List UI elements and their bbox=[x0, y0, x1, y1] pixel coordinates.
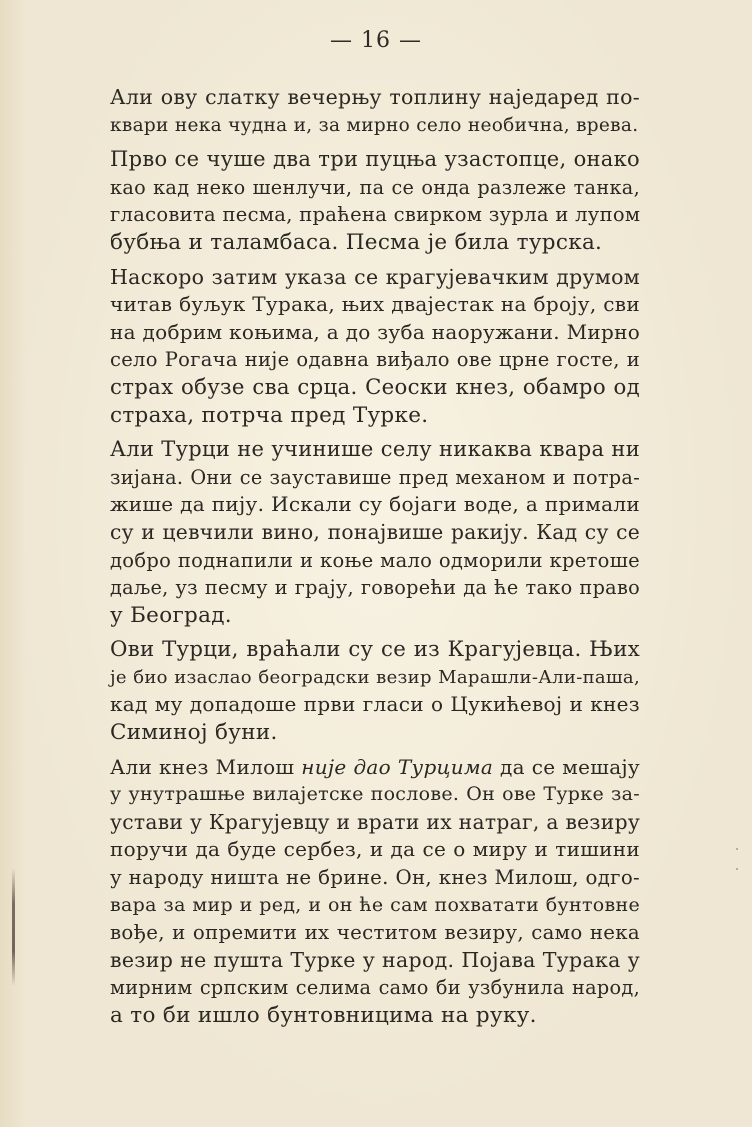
text-line: Ови Турци, враћали су се из Крагујевца. Њих bbox=[110, 637, 640, 663]
page-number: — 16 — bbox=[330, 28, 422, 53]
body-text bbox=[110, 84, 640, 1037]
text-line: страха, потрча пред Турке. bbox=[110, 402, 429, 428]
paragraph bbox=[110, 264, 640, 430]
paper-speck bbox=[736, 868, 738, 870]
paragraph bbox=[110, 754, 640, 1030]
text-line: у унутрашње вилајетске послове. Он ове Турке за- bbox=[110, 783, 640, 806]
text-line: зијана. Они се зауставише пред механом и потра- bbox=[110, 465, 640, 489]
text-line: Симиној буни. bbox=[110, 720, 278, 746]
paper-speck bbox=[736, 848, 738, 850]
text-line: село Рогача није одавна виђало ове црне госте, и bbox=[110, 348, 640, 372]
text-line: добро поднапили и коње мало одморили кретоше bbox=[110, 548, 640, 572]
text-line: вара за мир и ред, и он ће сам похватати бунтовне bbox=[110, 893, 640, 916]
text-line: Наскоро затим указа се крагујевачким друмом bbox=[110, 264, 640, 289]
text-line: на добрим коњима, а до зуба наоружани. Мирно bbox=[110, 319, 641, 344]
text-line: су и цевчили вино, понајвише ракију. Кад су се bbox=[110, 519, 640, 544]
margin-ink-mark bbox=[12, 868, 15, 986]
text-line: даље, уз песму и грају, говорећи да ће тако право bbox=[110, 576, 640, 600]
text-line: читав буљук Турака, њих двајестак на броју, сви bbox=[110, 292, 640, 317]
text-line: Прво се чуше два три пуцња узастопце, онако bbox=[110, 147, 640, 172]
text-line: страх обузе сва срца. Сеоски кнез, обамро од bbox=[110, 374, 640, 400]
paragraph bbox=[110, 436, 640, 629]
text-line: жише да пију. Искали су бојаги воде, а примали bbox=[110, 492, 640, 517]
paragraph bbox=[110, 636, 640, 746]
text-line: као кад неко шенлучи, па се онда разлеже танка, bbox=[110, 175, 640, 199]
text-line: Али ову слатку вечерњу топлину наједаред по- bbox=[110, 85, 640, 109]
text-line: кад му допадоше први гласи о Цукићевој и кнез bbox=[110, 692, 640, 717]
text-line: Али Турци не учинише селу никаква квара ни bbox=[110, 437, 640, 462]
text-line: бубња и таламбаса. Песма је била турска. bbox=[110, 229, 603, 255]
paragraph bbox=[110, 146, 640, 256]
text-line: поручи да буде сербез, и да се о миру и тишини bbox=[110, 837, 640, 862]
italic-phrase: није дао Турцима bbox=[301, 754, 494, 779]
text-line: везир не пушта Турке у народ. Појава Турака у bbox=[110, 947, 640, 972]
text-line: устави у Крагујевцу и врати их натраг, а везиру bbox=[110, 809, 641, 834]
text-line-with-italic: Али кнез Милош није дао Турцима да се мешају bbox=[110, 754, 640, 779]
paragraph bbox=[110, 84, 640, 139]
text-line: је био изаслао београдски везир Марашли-Али-паша, bbox=[110, 666, 640, 688]
text-line: гласовита песма, праћена свирком зурла и лупом bbox=[110, 203, 641, 227]
text-line: квари нека чудна и, за мирно село необична, врева. bbox=[110, 114, 639, 136]
text-line: вође, и опремити их честитом везиру, само нека bbox=[110, 921, 640, 945]
text-line: у народу ништа не брине. Он, кнез Милош, одго- bbox=[110, 866, 640, 890]
text-line: у Београд. bbox=[110, 602, 232, 628]
text-line: а то би ишло бунтовницима на руку. bbox=[110, 1003, 537, 1028]
text-line: мирним српским селима само би узбунила народ, bbox=[110, 976, 640, 1000]
